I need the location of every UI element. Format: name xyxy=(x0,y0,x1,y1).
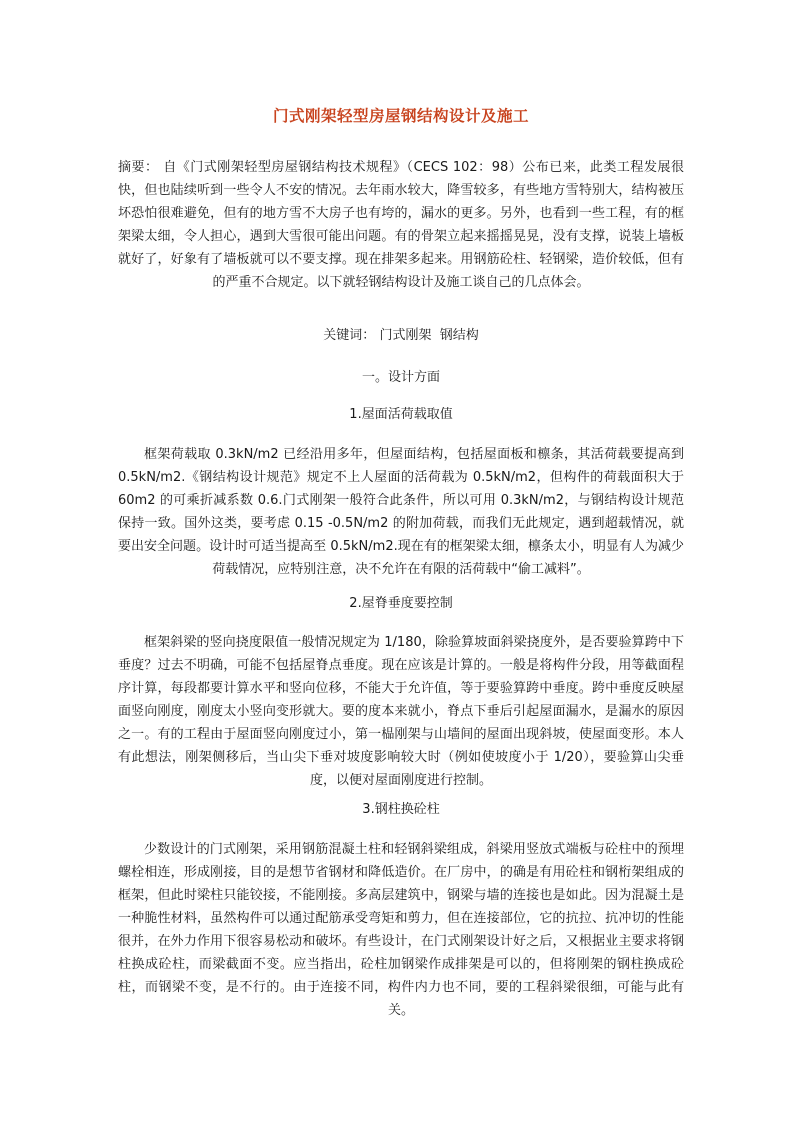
subsection-2-heading: 2.屋脊垂度要控制 xyxy=(349,596,453,611)
subsection-2-body: 框架斜梁的竖向挠度限值一般情况规定为 1/180，除验算坡面斜梁挠度外，是否要验算跨中下垂度？过去不明确，可能不包括屋脊点垂度。现在应该是计算的。一般是将构件分段，用等截面程序计算，每段都要计算水平和竖向位移，不能大于允许值，等于要验算跨中垂度。跨中垂度反映屋面竖向刚度，刚度太小竖向变形就大。要的度本来就小，脊点下垂后引起屋面漏水，是漏水的原因之一。有的工程由于屋面竖向刚度过小，第一榀刚架与山墙间的屋面出现斜坡，使屋面变形。本人有此想法，刚架侧移后，当山尖下垂对坡度影响较大时（例如使坡度小于 1/20），要验算山尖垂度，以便对屋面刚度进行控制。 xyxy=(118,635,684,788)
abstract-paragraph xyxy=(118,156,684,294)
section-1-heading: 一。设计方面 xyxy=(361,370,440,385)
subsection-1-body: 框架荷载取 0.3kN/m2 已经沿用多年，但屋面结构，包括屋面板和檩条，其活荷载要提高到 0.5kN/m2.《钢结构设计规范》规定不上人屋面的活荷载为 0.5kN/m2，但构件的荷载面积大于 60m2 的可乘折减系数 0.6.门式刚架一般符合此条件，所以可用 0.3kN/m2，与钢结构设计规范保持一致。国外这类，要考虑 0.15 -0.5N/m2 的附加荷载，而我们无此规定，遇到超载情况，就要出安全问题。设计时可适当提高至 0.5kN/m2.现在有的框架梁太细，檩条太小，明显有人为减少荷载情况，应特别注意，决不允许在有限的活荷载中“偷工减料”。 xyxy=(118,447,684,577)
subsection-1-heading: 1.屋面活荷载取值 xyxy=(349,407,453,422)
keywords-label: 关键词： xyxy=(323,328,376,343)
subsection-3-heading: 3.钢柱换砼柱 xyxy=(362,802,440,817)
abstract-label: 摘要： xyxy=(118,160,159,175)
abstract-text: 自《门式刚架轻型房屋钢结构技术规程》（CECS 102：98）公布已来，此类工程发展很快，但也陆续听到一些令人不安的情况。去年雨水较大，降雪较多，有些地方雪特别大，结构被压坏恐怕很难避免，但有的地方雪不大房子也有垮的，漏水的更多。另外，也看到一些工程，有的框架梁太细，令人担心，遇到大雪很可能出问题。有的骨架立起来摇摇晃晃，没有支撑，说装上墙板就好了，好象有了墙板就可以不要支撑。现在排架多起来。用钢筋砼柱、轻钢梁，造价较低，但有的严重不合规定。以下就轻钢结构设计及施工谈自己的几点体会。 xyxy=(118,160,684,290)
keywords-line xyxy=(118,326,684,346)
document-title: 门式刚架轻型房屋钢结构设计及施工 xyxy=(272,106,529,125)
keywords-values: 门式刚架 钢结构 xyxy=(379,328,479,343)
subsection-3-body: 少数设计的门式刚架，采用钢筋混凝土柱和轻钢斜梁组成，斜梁用竖放式端板与砼柱中的预埋螺栓相连，形成刚接，目的是想节省钢材和降低造价。在厂房中，的确是有用砼柱和钢桁架组成的框架，但此时梁柱只能铰接，不能刚接。多高层建筑中，钢梁与墙的连接也是如此。因为混凝土是一种脆性材料，虽然构件可以通过配筋承受弯矩和剪力，但在连接部位，它的抗拉、抗冲切的性能很并，在外力作用下很容易松动和破坏。有些设计，在门式刚架设计好之后，又根据业主要求将钢柱换成砼柱，而梁截面不变。应当指出，砼柱加钢梁作成排架是可以的，但将刚架的钢柱换成砼柱，而钢梁不变，是不行的。由于连接不同，构件内力也不同，要的工程斜梁很细，可能与此有关。 xyxy=(118,842,684,1018)
